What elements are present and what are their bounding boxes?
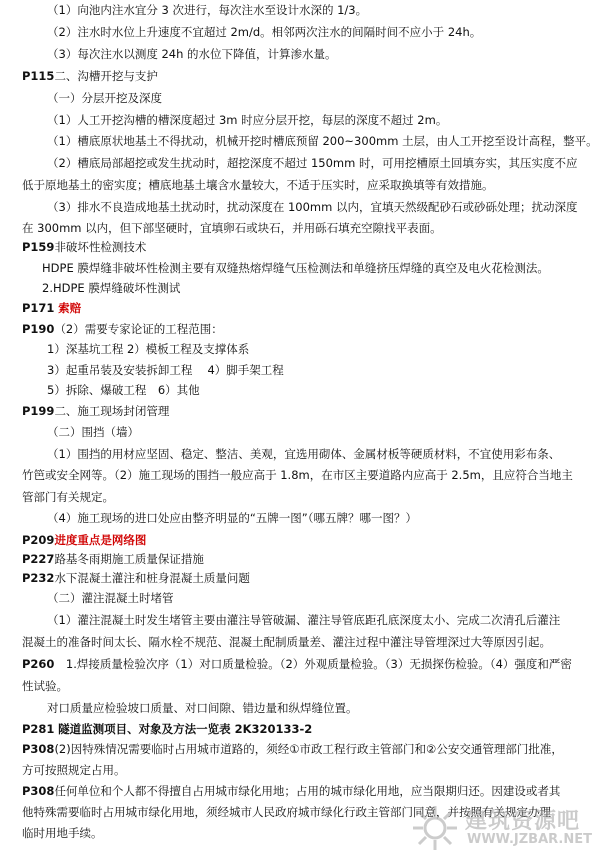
text-line: （二）围挡（墙） — [47, 425, 139, 439]
section-heading: P199二、施工现场封闭管理 — [22, 404, 170, 418]
text-line: 竹笆或安全网等。（2）施工现场的围挡一般应高于 1.8m，在市区主要道路内应高于 2.5m，且应符合当地主 — [22, 468, 573, 482]
text-line: 低于原地基土的密实度；槽底地基土壤含水量较大，不适于压实时，应采取换填等有效措施。 — [22, 178, 494, 192]
text-line: （1）槽底原状地基土不得扰动，机械开挖时槽底预留 200~300mm 土层，由人工开挖至设计高程，整平。 — [47, 134, 598, 148]
text-line: 对口质量应检验坡口质量、对口间隙、错边量和纵焊缝位置。 — [47, 701, 358, 715]
watermark — [409, 802, 599, 854]
text-line: 在 300mm 以内，但下部坚硬时，宜填卵石或块石，并用砾石填充空隙找平表面。 — [22, 221, 442, 235]
text-line: HDPE 膜焊缝非破坏性检测主要有双缝热熔焊缝气压检测法和单缝挤压焊缝的真空及电火花检测法。 — [42, 261, 549, 275]
section-heading: P115二、沟槽开挖与支护 — [22, 69, 158, 83]
text-line: （1）围挡的用材应坚固、稳定、整洁、美观，宜选用砌体、金属材板等硬质材料，不宜使用彩布条、 — [47, 447, 561, 461]
text-line: （3）排水不良造成地基土扰动时，扰动深度在 100mm 以内，宜填天然级配砂石或砂砾处理；扰动深度 — [47, 200, 578, 214]
text-line: （一）分层开挖及深度 — [47, 91, 162, 105]
text-line: （1）人工开挖沟槽的槽深度超过 3m 时应分层开挖，每层的深度不超过 2m。 — [47, 113, 448, 127]
text-line: 混凝土的准备时间太长、隔水栓不规范、混凝土配制质量差、灌注过程中灌注导管埋深过大等原因引起。 — [22, 635, 551, 649]
text-line: 1）深基坑工程 2）模板工程及支撑体系 — [47, 342, 250, 356]
watermark-text: 建筑资源吧 — [465, 809, 581, 834]
section-heading: P190（2）需要专家论证的工程范围： — [22, 322, 223, 336]
text-line: （二）灌注混凝土时堵管 — [47, 591, 174, 605]
text-line: （2）槽底局部超挖或发生扰动时，超挖深度不超过 150mm 时，可用挖槽原土回填夯实，其压实度不应 — [47, 156, 578, 170]
section-heading: P209进度重点是网络图 — [22, 533, 147, 547]
watermark-logo-icon — [409, 802, 461, 854]
section-heading: P308(2)因特殊情况需要临时占用城市道路的，须经①市政工程行政主管部门和②公安交通管理部门批准， — [22, 742, 563, 756]
text-line: （1）灌注混凝土时发生堵管主要由灌注导管破漏、灌注导管底距孔底深度太小、完成二次清孔后灌注 — [47, 613, 561, 627]
section-heading: P308任何单位和个人都不得擅自占用城市绿化用地；占用的城市绿化用地，应当限期归还。因建设或者其 — [22, 784, 561, 798]
section-heading: P171 索赔 — [22, 301, 82, 315]
text-line: （3）每次注水以测度 24h 的水位下降值，计算渗水量。 — [47, 47, 337, 61]
text-line: 性试验。 — [22, 679, 68, 693]
text-line: （1）向池内注水宜分 3 次进行，每次注水至设计水深的 1/3。 — [47, 3, 368, 17]
text-line: 3）起重吊装及安装拆卸工程 4）脚手架工程 — [47, 363, 284, 377]
text-line: 2.HDPE 膜焊缝破坏性测试 — [42, 281, 181, 295]
text-line: 方可按照规定占用。 — [22, 763, 126, 777]
section-heading: P227路基冬雨期施工质量保证措施 — [22, 552, 204, 566]
watermark-url: WWW.JZBAR.NET — [467, 832, 592, 847]
text-line: 5）拆除、爆破工程 6）其他 — [47, 383, 200, 397]
text-line: 他特殊需要临时占用城市绿化用地，须经城市人民政府城市绿化行政主管部门同意，并按照有关规定办理 — [22, 805, 551, 819]
section-heading: P232水下混凝土灌注和桩身混凝土质量问题 — [22, 571, 250, 585]
section-heading: P159非破坏性检测技术 — [22, 240, 147, 254]
text-line: （4）施工现场的进口处应由整齐明显的“五牌一图”（哪五牌？哪一图？） — [47, 511, 417, 525]
text-line: 管部门有关规定。 — [22, 490, 114, 504]
section-heading: P281 隧道监测项目、对象及方法一览表 2K320133-2 — [22, 722, 313, 736]
section-heading: P260 1.焊接质量检验次序（1）对口质量检验。（2）外观质量检验。（3）无损探伤检验。（4）强度和严密 — [22, 657, 572, 671]
text-line: （2）注水时水位上升速度不宜超过 2m/d。相邻两次注水的间隔时间不应小于 24h。 — [47, 25, 482, 39]
text-line: 临时用地手续。 — [22, 826, 103, 840]
